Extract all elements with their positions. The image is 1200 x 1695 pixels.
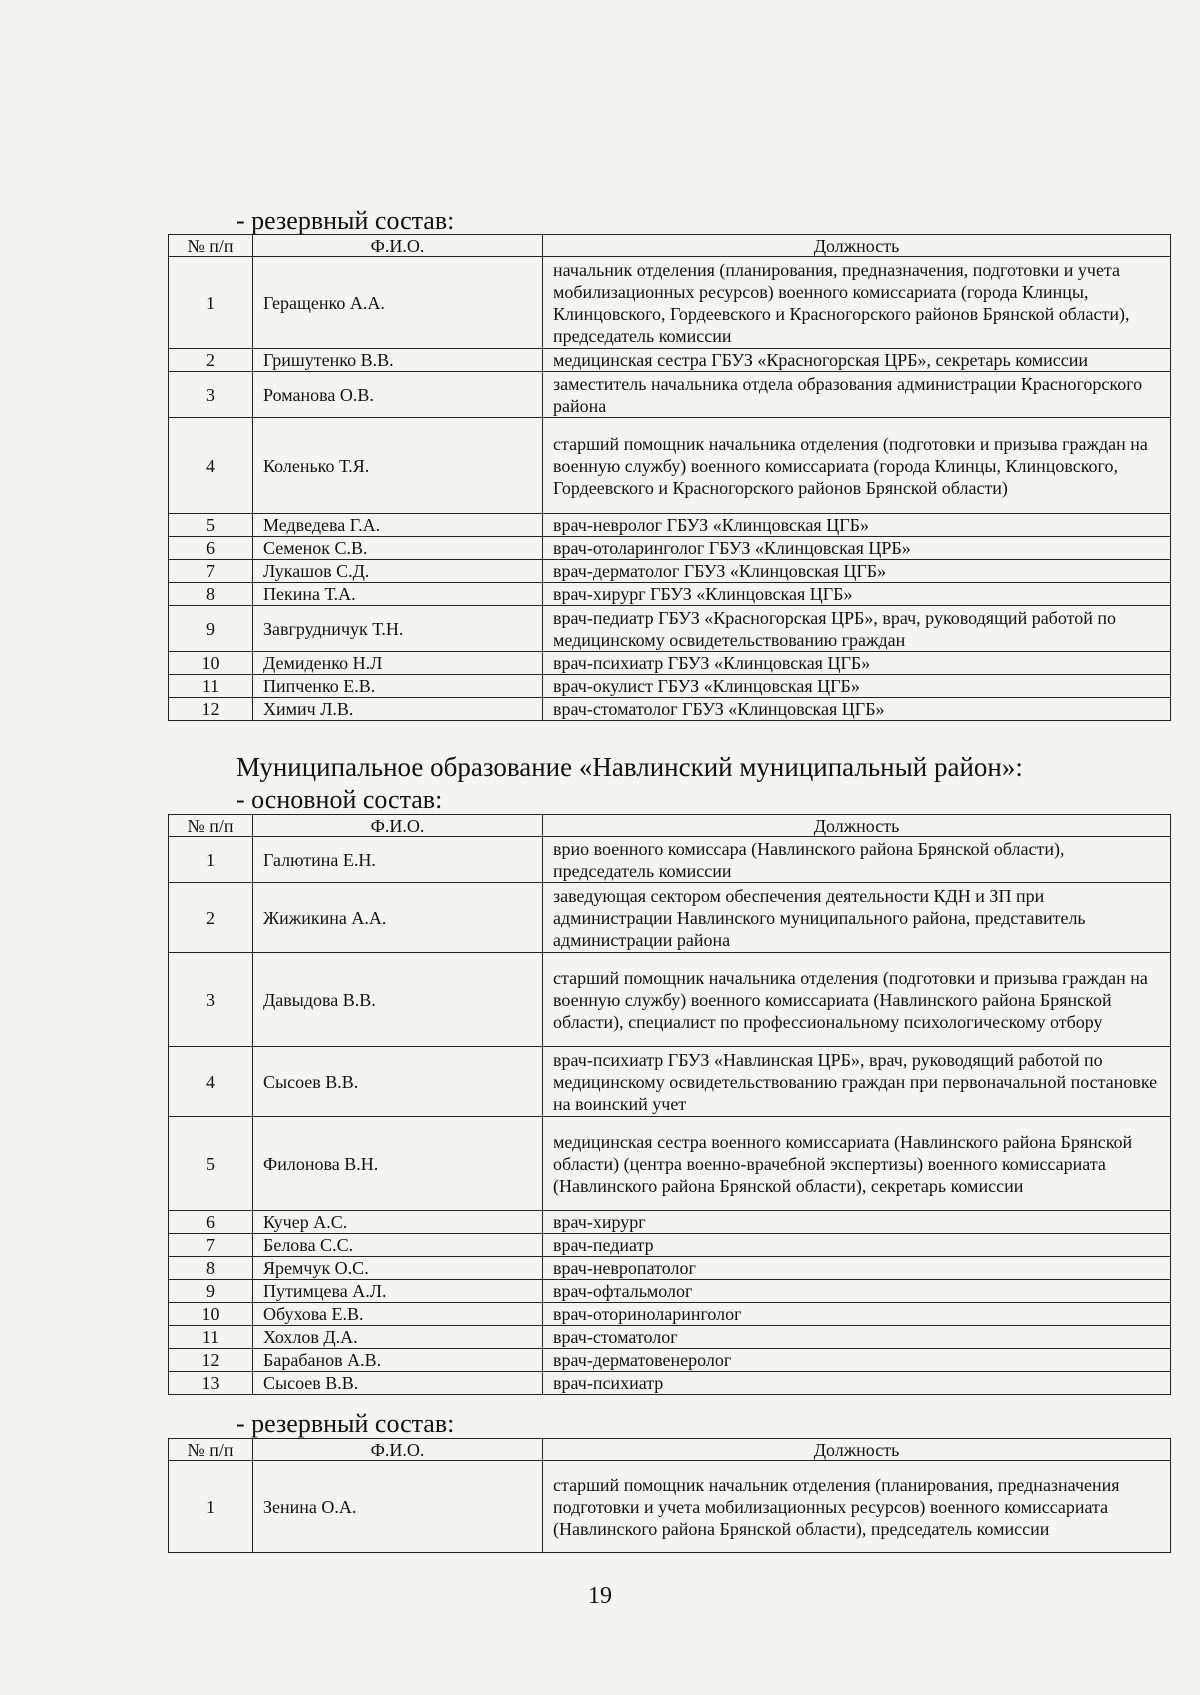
row-num: 1 — [169, 837, 253, 883]
municipality-heading: Муниципальное образование «Навлинский муниципальный район»: — [236, 752, 1023, 782]
row-num: 5 — [169, 1117, 253, 1211]
row-num: 12 — [169, 698, 253, 721]
row-name: Гришутенко В.В. — [253, 349, 543, 372]
row-name: Хохлов Д.А. — [253, 1326, 543, 1349]
header-name: Ф.И.О. — [253, 1439, 543, 1461]
table-row — [169, 1349, 1171, 1372]
row-num: 1 — [169, 1461, 253, 1553]
row-position: заместитель начальника отдела образования администрации Красногорского района — [543, 372, 1171, 418]
page-number: 19 — [588, 1583, 612, 1609]
table-row — [169, 257, 1171, 349]
row-name: Медведева Г.А. — [253, 514, 543, 537]
row-num: 8 — [169, 583, 253, 606]
table-row — [169, 583, 1171, 606]
row-position: медицинская сестра ГБУЗ «Красногорская ЦРБ», секретарь комиссии — [543, 349, 1171, 372]
table-row — [169, 514, 1171, 537]
row-num: 11 — [169, 1326, 253, 1349]
reserve-table-2 — [168, 1438, 1171, 1553]
row-num: 5 — [169, 514, 253, 537]
table-header-row — [169, 235, 1171, 257]
row-num: 13 — [169, 1372, 253, 1395]
row-position: врач-хирург — [543, 1211, 1171, 1234]
row-name: Демиденко Н.Л — [253, 652, 543, 675]
row-position: врач-невропатолог — [543, 1257, 1171, 1280]
row-num: 1 — [169, 257, 253, 349]
row-position: врач-оториноларинголог — [543, 1303, 1171, 1326]
row-name: Геращенко А.А. — [253, 257, 543, 349]
row-num: 12 — [169, 1349, 253, 1372]
row-name: Белова С.С. — [253, 1234, 543, 1257]
table-header-row — [169, 1439, 1171, 1461]
row-position: медицинская сестра военного комиссариата (Навлинского района Брянской области) (центра военно-врачебной экспертизы) военного комиссариата (Навлинского района Брянской области), секретарь комиссии — [543, 1117, 1171, 1211]
row-position: врач-невролог ГБУЗ «Клинцовская ЦГБ» — [543, 514, 1171, 537]
row-num: 10 — [169, 652, 253, 675]
row-name: Лукашов С.Д. — [253, 560, 543, 583]
table-row — [169, 349, 1171, 372]
table-row — [169, 418, 1171, 514]
row-position: врач-дерматовенеролог — [543, 1349, 1171, 1372]
section-label-reserve-2: - резервный состав: — [236, 1409, 455, 1438]
row-name: Романова О.В. — [253, 372, 543, 418]
row-position: старший помощник начальника отделения (подготовки и призыва граждан на военную службу) военного комиссариата (города Клинцы, Клинцовского, Гордеевского и Красногорского районов Брянской области) — [543, 418, 1171, 514]
row-name: Кучер А.С. — [253, 1211, 543, 1234]
row-position: врач-психиатр ГБУЗ «Навлинская ЦРБ», врач, руководящий работой по медицинскому освидетельствованию граждан при первоначальной постановке на воинский учет — [543, 1047, 1171, 1117]
row-position: врач-дерматолог ГБУЗ «Клинцовская ЦГБ» — [543, 560, 1171, 583]
main-table — [168, 814, 1171, 1395]
table-row — [169, 698, 1171, 721]
table-row — [169, 1117, 1171, 1211]
table-row — [169, 1280, 1171, 1303]
row-num: 7 — [169, 1234, 253, 1257]
header-name: Ф.И.О. — [253, 235, 543, 257]
row-position: старший помощник начальник отделения (планирования, предназначения подготовки и учета мобилизационных ресурсов) военного комиссариата (Навлинского района Брянской области), председатель комиссии — [543, 1461, 1171, 1553]
row-position: врач-педиатр ГБУЗ «Красногорская ЦРБ», врач, руководящий работой по медицинскому освидетельствованию граждан — [543, 606, 1171, 652]
row-name: Семенок С.В. — [253, 537, 543, 560]
row-name: Зенина О.А. — [253, 1461, 543, 1553]
table-row — [169, 1326, 1171, 1349]
row-num: 3 — [169, 372, 253, 418]
header-position: Должность — [543, 815, 1171, 837]
row-position: врач-стоматолог ГБУЗ «Клинцовская ЦГБ» — [543, 698, 1171, 721]
table-row — [169, 837, 1171, 883]
table-row — [169, 675, 1171, 698]
row-name: Барабанов А.В. — [253, 1349, 543, 1372]
row-num: 11 — [169, 675, 253, 698]
table-row — [169, 1047, 1171, 1117]
row-num: 8 — [169, 1257, 253, 1280]
row-num: 4 — [169, 418, 253, 514]
row-position: врач-психиатр ГБУЗ «Клинцовская ЦГБ» — [543, 652, 1171, 675]
row-name: Сысоев В.В. — [253, 1047, 543, 1117]
table-row — [169, 606, 1171, 652]
row-num: 2 — [169, 349, 253, 372]
table-row — [169, 1461, 1171, 1553]
row-num: 4 — [169, 1047, 253, 1117]
header-position: Должность — [543, 235, 1171, 257]
row-position: врио военного комиссара (Навлинского района Брянской области), председатель комиссии — [543, 837, 1171, 883]
row-name: Галютина Е.Н. — [253, 837, 543, 883]
row-num: 2 — [169, 883, 253, 953]
row-position: заведующая сектором обеспечения деятельности КДН и ЗП при администрации Навлинского муниципального района, представитель администрации района — [543, 883, 1171, 953]
table-header-row — [169, 815, 1171, 837]
table-row — [169, 883, 1171, 953]
header-name: Ф.И.О. — [253, 815, 543, 837]
row-num: 10 — [169, 1303, 253, 1326]
header-position: Должность — [543, 1439, 1171, 1461]
row-position: врач-педиатр — [543, 1234, 1171, 1257]
table-row — [169, 1303, 1171, 1326]
header-num: № п/п — [169, 1439, 253, 1461]
row-name: Завгрудничук Т.Н. — [253, 606, 543, 652]
row-num: 9 — [169, 606, 253, 652]
row-position: врач-хирург ГБУЗ «Клинцовская ЦГБ» — [543, 583, 1171, 606]
table-row — [169, 560, 1171, 583]
header-num: № п/п — [169, 235, 253, 257]
row-position: врач-стоматолог — [543, 1326, 1171, 1349]
reserve-table-1 — [168, 234, 1171, 721]
row-name: Яремчук О.С. — [253, 1257, 543, 1280]
table-row — [169, 537, 1171, 560]
table-row — [169, 652, 1171, 675]
table-row — [169, 372, 1171, 418]
table-row — [169, 1372, 1171, 1395]
row-position: врач-отоларинголог ГБУЗ «Клинцовская ЦРБ» — [543, 537, 1171, 560]
row-position: врач-офтальмолог — [543, 1280, 1171, 1303]
row-num: 3 — [169, 953, 253, 1047]
table-row — [169, 1211, 1171, 1234]
row-num: 9 — [169, 1280, 253, 1303]
row-position: врач-окулист ГБУЗ «Клинцовская ЦГБ» — [543, 675, 1171, 698]
row-name: Жижикина А.А. — [253, 883, 543, 953]
row-num: 6 — [169, 537, 253, 560]
row-name: Обухова Е.В. — [253, 1303, 543, 1326]
table-row — [169, 1257, 1171, 1280]
row-name: Химич Л.В. — [253, 698, 543, 721]
row-position: старший помощник начальника отделения (подготовки и призыва граждан на военную службу) военного комиссариата (Навлинского района Брянской области), специалист по профессиональному психологическому отбору — [543, 953, 1171, 1047]
row-position: врач-психиатр — [543, 1372, 1171, 1395]
row-position: начальник отделения (планирования, предназначения, подготовки и учета мобилизационных ресурсов) военного комиссариата (города Клинцы, Клинцовского, Гордеевского и Красногорского районов Брянской области), председатель комиссии — [543, 257, 1171, 349]
row-name: Коленько Т.Я. — [253, 418, 543, 514]
row-name: Филонова В.Н. — [253, 1117, 543, 1211]
header-num: № п/п — [169, 815, 253, 837]
row-name: Сысоев В.В. — [253, 1372, 543, 1395]
row-num: 6 — [169, 1211, 253, 1234]
section-label-main: - основной состав: — [236, 785, 443, 814]
table-row — [169, 953, 1171, 1047]
row-name: Пипченко Е.В. — [253, 675, 543, 698]
row-name: Пекина Т.А. — [253, 583, 543, 606]
row-name: Путимцева А.Л. — [253, 1280, 543, 1303]
table-row — [169, 1234, 1171, 1257]
section-label-reserve-1: - резервный состав: — [236, 206, 455, 235]
row-name: Давыдова В.В. — [253, 953, 543, 1047]
row-num: 7 — [169, 560, 253, 583]
